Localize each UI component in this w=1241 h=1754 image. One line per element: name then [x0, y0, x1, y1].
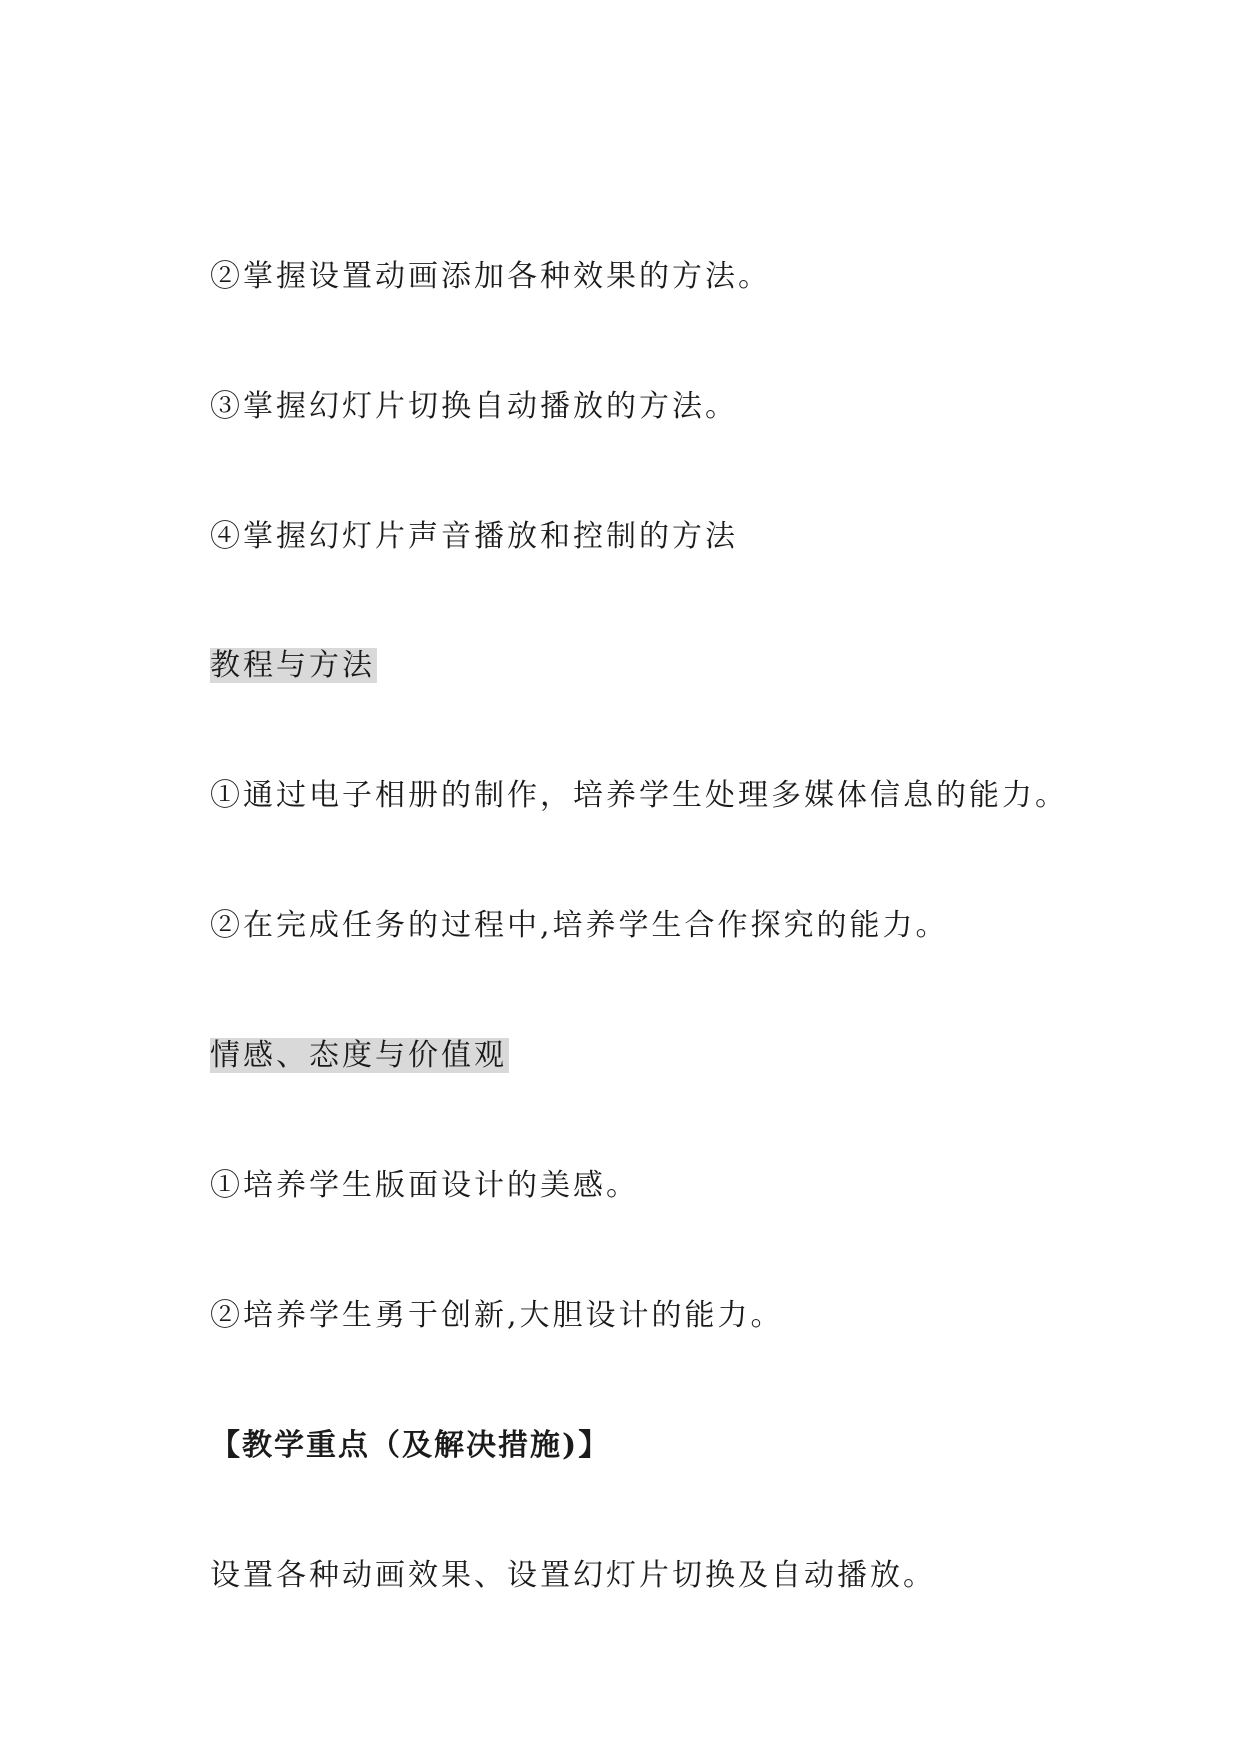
- objective-slide-sound: ④掌握幻灯片声音播放和控制的方法: [210, 519, 738, 554]
- highlighted-heading-text: 情感、态度与价值观: [210, 1038, 507, 1073]
- objective-slide-transition: ③掌握幻灯片切换自动播放的方法。: [210, 389, 738, 424]
- objective-animation-effects: ②掌握设置动画添加各种效果的方法。: [210, 259, 771, 294]
- values-item-2: ②培养学生勇于创新,大胆设计的能力。: [210, 1298, 784, 1333]
- highlighted-heading-text: 教程与方法: [210, 648, 375, 683]
- values-item-1: ①培养学生版面设计的美感。: [210, 1168, 639, 1203]
- method-item-1: ①通过电子相册的制作，培养学生处理多媒体信息的能力。: [210, 778, 1068, 813]
- section-heading-emotion-values: [210, 1036, 509, 1076]
- section-heading-teaching-focus: 【教学重点（及解决措施)】: [210, 1428, 611, 1463]
- section-heading-process-method: [210, 646, 377, 686]
- method-item-2: ②在完成任务的过程中,培养学生合作探究的能力。: [210, 908, 949, 943]
- teaching-focus-content: 设置各种动画效果、设置幻灯片切换及自动播放。: [210, 1558, 936, 1593]
